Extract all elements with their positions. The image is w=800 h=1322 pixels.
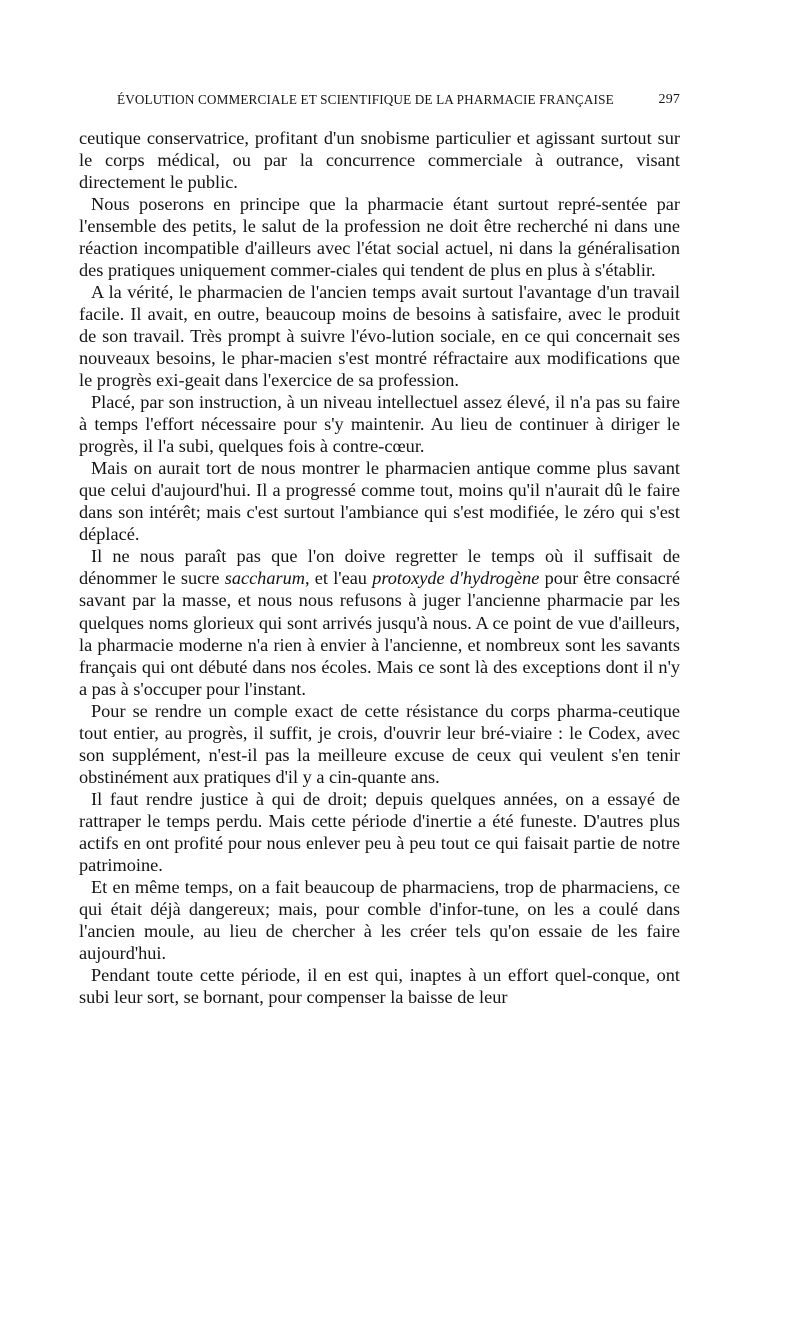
paragraph-unfinished: Pendant toute cette période, il en est qui, inaptes à un effort quel-conque, ont subi leur sort, se bornant, pour compenser la baisse de leur [79,965,680,1008]
paragraph: Et en même temps, on a fait beaucoup de pharmaciens, trop de pharmaciens, ce qui était déjà dangereux; mais, pour comble d'infor-tune, on les a coulé dans l'ancien moule, au lieu de chercher à les créer tels qu'on essaie de les faire aujourd'hui. [79,877,680,964]
paragraph-continuation: ceutique conservatrice, profitant d'un snobisme particulier et agissant surtout sur le corps médical, ou par la concurrence commerciale à outrance, visant directement le public. [79,127,680,192]
paragraph: Pour se rendre un comple exact de cette résistance du corps pharma-ceutique tout entier, au progrès, il suffit, je crois, d'ouvrir leur bré-viaire : le Codex, avec son supplément, n'est-il pas la meilleure excuse de ceux qui veulent s'en tenir obstinément aux pratiques d'il y a cin-quante ans. [79,700,680,787]
running-head-title: ÉVOLUTION COMMERCIALE ET SCIENTIFIQUE DE LA PHARMACIE FRANÇAISE [117,92,614,107]
paragraph-text-segment: pour être consacré savant par la masse, et nous nous refusons à juger l'ancienne pharmacie par les quelques noms glorieux qui sont arrivés jusqu'à nous. A ce point de vue d'ailleurs, la pharmacie moderne n'a rien à envier à l'ancienne, et nombreux sont les savants français qui ont débuté dans nos écoles. Mais ce sont là des exceptions dont il n'y a pas à s'occuper pour l'instant. [79,568,681,699]
body-text [79,127,680,1009]
paragraph: Mais on aurait tort de nous montrer le pharmacien antique comme plus savant que celui d'aujourd'hui. Il a progressé comme tout, moins qu'il n'aurait dû le faire dans son intérêt; mais c'est surtout l'ambiance qui s'est modifiée, le zéro qui s'est déplacé. [79,458,680,545]
paragraph-text-segment: , et l'eau [304,568,373,589]
paragraph-with-italics [79,545,680,699]
italic-term-saccharum: saccharum [224,568,305,589]
running-head [117,92,680,114]
page-number: 297 [658,92,680,107]
paragraph: Nous poserons en principe que la pharmacie étant surtout repré-sentée par l'ensemble des petits, le salut de la profession ne doit être recherché ni dans une réaction incompatible d'ailleurs avec l'état social actuel, ni dans la généralisation des pratiques uniquement commer-ciales qui tendent de plus en plus à s'établir. [79,193,680,280]
paragraph: Placé, par son instruction, à un niveau intellectuel assez élevé, il n'a pas su faire à temps l'effort nécessaire pour s'y maintenir. Au lieu de continuer à diriger le progrès, il l'a subi, quelques fois à contre-cœur. [79,392,680,457]
paragraph: A la vérité, le pharmacien de l'ancien temps avait surtout l'avantage d'un travail facile. Il avait, en outre, beaucoup moins de besoins à satisfaire, avec le produit de son travail. Très prompt à suivre l'évo-lution sociale, en ce qui concernait ses nouveaux besoins, le phar-macien s'est montré réfractaire aux modifications que le progrès exi-geait dans l'exercice de sa profession. [79,281,680,391]
paragraph: Il faut rendre justice à qui de droit; depuis quelques années, on a essayé de rattraper le temps perdu. Mais cette période d'inertie a été funeste. D'autres plus actifs en ont profité pour nous enlever peu à peu tout ce qui faisait partie de notre patrimoine. [79,788,680,876]
italic-term-protoxyde: protoxyde d'hydrogène [372,568,540,589]
paragraph-text-segment: Il ne nous paraît pas que l'on doive regretter le temps où il suffisait de dénommer le sucre [79,546,680,589]
